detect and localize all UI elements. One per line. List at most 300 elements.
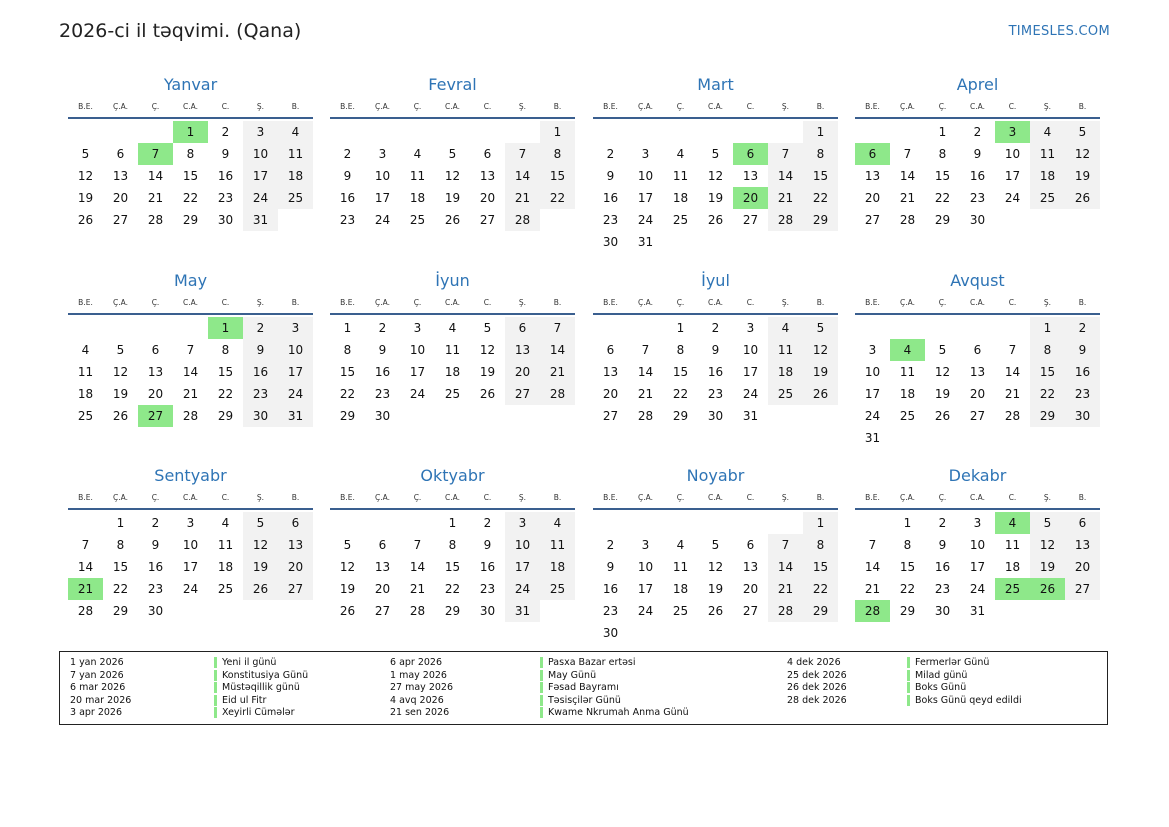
day-cell: 23: [217, 191, 234, 205]
month-name: May: [173, 271, 208, 290]
day-cell: 8: [903, 538, 912, 552]
day-cell: 5: [343, 538, 352, 552]
month-block: [68, 271, 313, 427]
holiday-day-cell: 26: [1030, 578, 1065, 600]
day-cell: 16: [707, 365, 724, 379]
day-cell: 26: [803, 383, 838, 405]
day-cell: 18: [899, 387, 916, 401]
day-cell: 23: [969, 191, 986, 205]
empty-cell: [733, 121, 768, 143]
weekday-label: B.: [1078, 493, 1087, 502]
day-cell: 30: [602, 235, 619, 249]
month-name: Mart: [697, 75, 734, 94]
month-name: Dekabr: [948, 466, 1007, 485]
month-name: Oktyabr: [420, 466, 485, 485]
day-cell: 9: [221, 147, 230, 161]
empty-cell: [628, 512, 663, 534]
day-cell: 18: [540, 556, 575, 578]
day-cell: 19: [934, 387, 951, 401]
day-cell: 30: [969, 213, 986, 227]
weekday-header: [68, 491, 313, 510]
day-cell: 1: [903, 516, 912, 530]
day-cell: 10: [243, 143, 278, 165]
day-cell: 6: [278, 512, 313, 534]
day-cell: 13: [505, 339, 540, 361]
month-block: [68, 466, 313, 622]
day-cell: 11: [672, 169, 689, 183]
holiday-day-cell: 6: [733, 143, 768, 165]
day-cell: 27: [742, 213, 759, 227]
day-cell: 2: [221, 125, 230, 139]
weekday-label: Ş.: [256, 298, 265, 307]
day-cell: 11: [278, 143, 313, 165]
day-cell: 9: [343, 169, 352, 183]
day-cell: 5: [1065, 121, 1100, 143]
empty-cell: [698, 512, 733, 534]
legend-row: [70, 670, 308, 683]
day-cell: 20: [602, 387, 619, 401]
weekday-label: C.A.: [444, 298, 460, 307]
day-cell: 26: [112, 409, 129, 423]
day-cell: 24: [278, 383, 313, 405]
legend-row: [390, 695, 689, 708]
day-cell: 3: [641, 538, 650, 552]
day-grid: [68, 512, 313, 622]
day-cell: 31: [637, 235, 654, 249]
day-cell: 22: [217, 387, 234, 401]
weekday-label: C.: [746, 493, 755, 502]
weekday-label: Ç.A.: [374, 493, 390, 502]
weekday-label: Ş.: [1043, 102, 1052, 111]
day-cell: 15: [934, 169, 951, 183]
empty-cell: [400, 121, 435, 143]
day-cell: 29: [217, 409, 234, 423]
day-cell: 26: [934, 409, 951, 423]
day-cell: 26: [707, 604, 724, 618]
legend-holiday-name: Kwame Nkrumah Anma Günü: [540, 707, 689, 718]
day-cell: 4: [676, 538, 685, 552]
weekday-label: Ş.: [256, 102, 265, 111]
day-cell: 11: [672, 560, 689, 574]
day-cell: 11: [1004, 538, 1021, 552]
day-grid: [593, 121, 838, 253]
empty-cell: [470, 121, 505, 143]
day-cell: 17: [637, 582, 654, 596]
day-cell: 4: [676, 147, 685, 161]
day-cell: 5: [938, 343, 947, 357]
day-cell: 5: [1030, 512, 1065, 534]
day-cell: 21: [505, 187, 540, 209]
day-cell: 12: [479, 343, 496, 357]
day-cell: 20: [147, 387, 164, 401]
day-cell: 30: [934, 604, 951, 618]
legend-holiday-name: Boks Günü qeyd edildi: [907, 695, 1022, 706]
weekday-header: [855, 100, 1100, 119]
weekday-label: B.E.: [865, 102, 880, 111]
weekday-label: Ş.: [781, 298, 790, 307]
weekday-label: Ş.: [1043, 493, 1052, 502]
day-cell: 28: [147, 213, 164, 227]
day-cell: 13: [278, 534, 313, 556]
weekday-label: Ç.: [676, 102, 685, 111]
day-cell: 27: [479, 213, 496, 227]
day-cell: 13: [374, 560, 391, 574]
day-cell: 17: [243, 165, 278, 187]
day-cell: 17: [374, 191, 391, 205]
weekday-label: Ç.A.: [374, 298, 390, 307]
day-cell: 17: [864, 387, 881, 401]
weekday-label: C.: [483, 298, 492, 307]
day-cell: 14: [505, 165, 540, 187]
month-block: [330, 75, 575, 231]
weekday-header: [593, 296, 838, 315]
month-name: Yanvar: [163, 75, 218, 94]
day-cell: 4: [81, 343, 90, 357]
day-cell: 26: [243, 578, 278, 600]
day-cell: 19: [803, 361, 838, 383]
day-cell: 13: [602, 365, 619, 379]
day-cell: 26: [339, 604, 356, 618]
weekday-label: Ç.A.: [112, 298, 128, 307]
day-cell: 14: [637, 365, 654, 379]
month-block: [593, 271, 838, 427]
day-cell: 14: [147, 169, 164, 183]
weekday-label: Ç.: [676, 493, 685, 502]
day-cell: 6: [505, 317, 540, 339]
day-cell: 6: [746, 538, 755, 552]
day-cell: 30: [243, 405, 278, 427]
day-cell: 28: [1004, 409, 1021, 423]
empty-cell: [890, 121, 925, 143]
day-cell: 29: [803, 600, 838, 622]
weekday-header: [855, 491, 1100, 510]
page-title: 2026-ci il təqvimi. (Qana): [59, 20, 302, 42]
weekday-label: C.: [483, 102, 492, 111]
empty-cell: [663, 121, 698, 143]
day-cell: 12: [444, 169, 461, 183]
legend-date: 3 apr 2026: [70, 707, 123, 718]
month-name: Avqust: [950, 271, 1005, 290]
empty-cell: [505, 121, 540, 143]
legend-date: 7 yan 2026: [70, 669, 124, 681]
weekday-label: Ç.: [151, 102, 160, 111]
day-cell: 3: [641, 147, 650, 161]
legend-row: [390, 670, 689, 683]
day-cell: 22: [934, 191, 951, 205]
day-cell: 8: [186, 147, 195, 161]
weekday-label: B.: [553, 493, 562, 502]
legend-row: [787, 695, 1022, 708]
weekday-label: C.: [221, 493, 230, 502]
day-cell: 8: [343, 343, 352, 357]
day-cell: 3: [413, 321, 422, 335]
day-cell: 15: [112, 560, 129, 574]
day-cell: 20: [505, 361, 540, 383]
day-cell: 16: [934, 560, 951, 574]
legend-date: 1 yan 2026: [70, 657, 124, 668]
weekday-label: B.: [553, 102, 562, 111]
day-cell: 14: [540, 339, 575, 361]
holiday-legend: [59, 651, 1108, 725]
day-cell: 21: [864, 582, 881, 596]
day-cell: 21: [540, 361, 575, 383]
day-cell: 22: [540, 187, 575, 209]
day-cell: 26: [444, 213, 461, 227]
legend-date: 21 sen 2026: [390, 707, 450, 718]
day-cell: 3: [278, 317, 313, 339]
day-cell: 11: [77, 365, 94, 379]
day-cell: 5: [243, 512, 278, 534]
legend-row: [787, 682, 1022, 695]
legend-date: 20 mar 2026: [70, 694, 132, 706]
day-cell: 15: [217, 365, 234, 379]
day-cell: 23: [243, 383, 278, 405]
day-cell: 13: [112, 169, 129, 183]
day-cell: 2: [243, 317, 278, 339]
weekday-label: Ç.: [676, 298, 685, 307]
weekday-label: B.: [553, 298, 562, 307]
day-cell: 25: [899, 409, 916, 423]
day-cell: 20: [278, 556, 313, 578]
day-cell: 8: [676, 343, 685, 357]
day-cell: 7: [186, 343, 195, 357]
day-cell: 28: [899, 213, 916, 227]
day-cell: 18: [278, 165, 313, 187]
day-cell: 30: [602, 626, 619, 640]
day-cell: 27: [969, 409, 986, 423]
day-cell: 16: [217, 169, 234, 183]
legend-row: [70, 682, 308, 695]
day-cell: 10: [742, 343, 759, 357]
day-cell: 21: [768, 578, 803, 600]
empty-cell: [138, 121, 173, 143]
day-cell: 2: [606, 538, 615, 552]
day-cell: 9: [151, 538, 160, 552]
day-cell: 1: [343, 321, 352, 335]
month-block: [855, 466, 1100, 622]
empty-cell: [733, 512, 768, 534]
empty-cell: [925, 317, 960, 339]
day-grid: [593, 512, 838, 644]
day-cell: 10: [969, 538, 986, 552]
weekday-label: Ş.: [256, 493, 265, 502]
legend-row: [787, 670, 1022, 683]
day-cell: 9: [483, 538, 492, 552]
day-cell: 22: [182, 191, 199, 205]
day-cell: 21: [1004, 387, 1021, 401]
day-cell: 11: [409, 169, 426, 183]
day-cell: 27: [742, 604, 759, 618]
day-cell: 22: [112, 582, 129, 596]
month-block: [330, 466, 575, 622]
day-cell: 1: [676, 321, 685, 335]
weekday-label: B.E.: [340, 102, 355, 111]
day-cell: 14: [768, 556, 803, 578]
day-cell: 27: [864, 213, 881, 227]
weekday-label: C.: [221, 298, 230, 307]
day-cell: 10: [278, 339, 313, 361]
weekday-label: Ç.: [413, 102, 422, 111]
day-cell: 2: [973, 125, 982, 139]
day-cell: 17: [409, 365, 426, 379]
day-cell: 25: [1030, 187, 1065, 209]
day-cell: 8: [116, 538, 125, 552]
day-cell: 10: [374, 169, 391, 183]
day-cell: 15: [182, 169, 199, 183]
day-cell: 10: [637, 169, 654, 183]
weekday-label: C.: [221, 102, 230, 111]
legend-holiday-name: Təsisçilər Günü: [540, 695, 621, 706]
legend-column-2: [390, 657, 689, 720]
legend-date: 26 dek 2026: [787, 682, 847, 693]
day-cell: 22: [444, 582, 461, 596]
day-cell: 2: [151, 516, 160, 530]
empty-cell: [768, 121, 803, 143]
day-cell: 28: [637, 409, 654, 423]
day-cell: 30: [1065, 405, 1100, 427]
day-cell: 29: [1030, 405, 1065, 427]
weekday-label: B.E.: [603, 298, 618, 307]
empty-cell: [890, 317, 925, 339]
day-cell: 4: [1030, 121, 1065, 143]
day-cell: 4: [540, 512, 575, 534]
site-link[interactable]: TIMESLES.COM: [1008, 24, 1110, 39]
day-cell: 31: [243, 209, 278, 231]
day-cell: 25: [768, 383, 803, 405]
month-block: [330, 271, 575, 427]
day-cell: 2: [1065, 317, 1100, 339]
empty-cell: [855, 512, 890, 534]
day-cell: 12: [934, 365, 951, 379]
weekday-header: [593, 100, 838, 119]
day-cell: 8: [448, 538, 457, 552]
legend-holiday-name: Xeyirli Cümələr: [214, 707, 295, 718]
day-cell: 28: [540, 383, 575, 405]
empty-cell: [960, 317, 995, 339]
day-cell: 15: [444, 560, 461, 574]
day-cell: 29: [803, 209, 838, 231]
day-cell: 24: [637, 604, 654, 618]
day-cell: 20: [374, 582, 391, 596]
weekday-label: B.E.: [78, 298, 93, 307]
weekday-label: C.: [746, 298, 755, 307]
day-cell: 14: [1004, 365, 1021, 379]
day-cell: 3: [868, 343, 877, 357]
day-cell: 5: [711, 147, 720, 161]
legend-row: [390, 657, 689, 670]
day-cell: 4: [448, 321, 457, 335]
day-cell: 29: [182, 213, 199, 227]
holiday-day-cell: 28: [855, 600, 890, 622]
day-cell: 26: [1065, 187, 1100, 209]
holiday-day-cell: 4: [890, 339, 925, 361]
day-cell: 12: [707, 169, 724, 183]
month-name: İyun: [435, 271, 470, 290]
day-cell: 28: [768, 600, 803, 622]
day-cell: 12: [243, 534, 278, 556]
weekday-header: [855, 296, 1100, 315]
day-cell: 28: [77, 604, 94, 618]
day-cell: 16: [602, 191, 619, 205]
empty-cell: [330, 121, 365, 143]
day-cell: 1: [803, 512, 838, 534]
day-cell: 29: [444, 604, 461, 618]
day-cell: 5: [803, 317, 838, 339]
weekday-label: B.: [291, 298, 300, 307]
day-cell: 26: [707, 213, 724, 227]
day-cell: 21: [182, 387, 199, 401]
weekday-label: C.A.: [969, 298, 985, 307]
weekday-label: B.E.: [603, 102, 618, 111]
day-cell: 19: [707, 191, 724, 205]
day-cell: 4: [768, 317, 803, 339]
day-cell: 17: [505, 556, 540, 578]
day-cell: 20: [969, 387, 986, 401]
day-cell: 24: [182, 582, 199, 596]
day-cell: 7: [903, 147, 912, 161]
day-cell: 9: [378, 343, 387, 357]
day-cell: 19: [707, 582, 724, 596]
empty-cell: [628, 317, 663, 339]
day-cell: 25: [409, 213, 426, 227]
day-cell: 24: [637, 213, 654, 227]
weekday-label: Ş.: [781, 102, 790, 111]
empty-cell: [855, 121, 890, 143]
legend-date: 25 dek 2026: [787, 669, 847, 681]
day-cell: 18: [444, 365, 461, 379]
month-block: [855, 271, 1100, 449]
day-cell: 15: [672, 365, 689, 379]
weekday-label: C.: [746, 102, 755, 111]
day-cell: 28: [182, 409, 199, 423]
weekday-label: B.E.: [603, 493, 618, 502]
empty-cell: [68, 317, 103, 339]
day-cell: 9: [606, 560, 615, 574]
day-cell: 12: [803, 339, 838, 361]
holiday-day-cell: 25: [995, 578, 1030, 600]
day-cell: 25: [672, 213, 689, 227]
day-cell: 6: [1065, 512, 1100, 534]
legend-holiday-name: Eid ul Fitr: [214, 695, 266, 706]
day-cell: 23: [602, 604, 619, 618]
day-cell: 22: [1030, 383, 1065, 405]
day-cell: 18: [77, 387, 94, 401]
day-cell: 14: [182, 365, 199, 379]
weekday-label: C.A.: [444, 493, 460, 502]
day-cell: 1: [116, 516, 125, 530]
legend-row: [70, 695, 308, 708]
day-cell: 23: [602, 213, 619, 227]
legend-row: [70, 707, 308, 720]
weekday-label: B.: [816, 298, 825, 307]
empty-cell: [698, 121, 733, 143]
day-cell: 11: [1030, 143, 1065, 165]
weekday-label: Ç.: [938, 298, 947, 307]
day-cell: 29: [672, 409, 689, 423]
day-cell: 25: [217, 582, 234, 596]
day-cell: 16: [602, 582, 619, 596]
day-cell: 8: [1030, 339, 1065, 361]
day-cell: 18: [672, 582, 689, 596]
day-cell: 22: [339, 387, 356, 401]
day-cell: 31: [278, 405, 313, 427]
day-cell: 7: [540, 317, 575, 339]
day-cell: 6: [973, 343, 982, 357]
legend-holiday-name: Pasxa Bazar ertəsi: [540, 657, 636, 668]
day-cell: 5: [483, 321, 492, 335]
weekday-label: B.E.: [865, 298, 880, 307]
day-cell: 20: [864, 191, 881, 205]
